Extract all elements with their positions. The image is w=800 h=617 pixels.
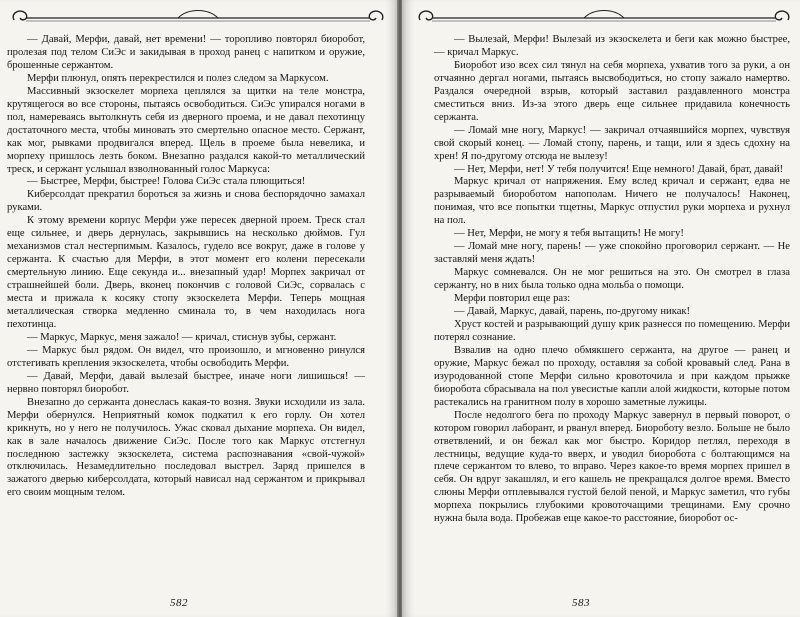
- paragraph: К этому времени корпус Мерфи уже пересек дверной проем. Треск стал еще сильнее, и дверь дернулась, закрывшись на несколько дюймов. Гул механизмов стал нестерпимым. Казалось, гудело все вокруг, даже в голове у сержанта. К счастью для Мерфи, в этот момент его колени пересекали смертельную линию. Еще секунда и... внезапный удар! Морпех закричал от страшнейшей боли. Дверь, вконец покончив с головой СиЭс, сорвалась с места и прижала к косяку стопу экзоскелета Мерфи. Теперь мощная металлическая створка медленно сминала то, в чем находилась нога пехотинца.: [7, 215, 365, 330]
- page-number: 582: [170, 597, 188, 609]
- header-ornament: [8, 6, 388, 28]
- paragraph: — Маркус, Маркус, меня зажало! — кричал, стиснув зубы, сержант.: [27, 331, 337, 343]
- paragraph: Взвалив на одно плечо обмякшего сержанта, на другое — ранец и оружие, Маркус бежал по проходу, оставляя за собой кровавый след. Рана в изуродованной стопе Мерфи сильно кровоточила и при каждом прыжке биоробота сбрасывала на пол увесистые капли алой жидкости, которые потом растекались на гранитном полу в хорошо заметные лужицы.: [434, 344, 790, 408]
- paragraph: Мерфи плюнул, опять перекрестился и полез следом за Маркусом.: [27, 72, 329, 84]
- right-page-text: [434, 34, 790, 526]
- paragraph: — Вылезай, Мерфи! Вылезай из экзоскелета и беги как можно быстрее, — кричал Маркус.: [434, 34, 790, 58]
- paragraph: Хруст костей и разрывающий душу крик разнесся по помещению. Мерфи потерял сознание.: [434, 318, 790, 343]
- paragraph: После недолгого бега по проходу Маркус завернул в первый поворот, о котором говорил лаборант, и рванул вперед. Биороботу везло. Больше не было ответвлений, и он бежал как мог быстро. Коридор петлял, переходя в лестницы, ведущие куда-то вверх, и уводил биоробота с болтающимся на плече сержантом то влево, то вправо. Через какое-то время морпех пришел в себя. Он вдруг закашлял, и его кашель не прекращался долгое время. Вместо слюны Мерфи отплевывался густой белой пеной, и Маркус заметил, что губы морпеха покрылись глубокими кровоточащими трещинами. Ему срочно нужна была вода. Пробежав еще какое-то расстояние, биоробот ос-: [434, 409, 790, 525]
- paragraph: Биоробот изо всех сил тянул на себя морпеха, ухватив того за руки, а он отчаянно дергал ногами, пытаясь высвободиться, но стопу зажало намертво. Раздался очередной взрыв, который заставил раздавленного монстра сместиться вниз. Из-за этого дверь еще сильнее придавила конечность сержанта.: [434, 59, 790, 123]
- paragraph: — Нет, Мерфи, не могу я тебя вытащить! Не могу!: [454, 228, 684, 240]
- paragraph: Внезапно до сержанта донеслась какая-то возня. Звуки исходили из зала. Мерфи обернулся. Неприятный комок подкатил к его горлу. Он хотел крикнуть, но у него не получилось. Ужас сковал дыхание морпеха. Он видел, как в зале началось движение СиЭс. После того как Маркус отстегнул последнюю застежку экзоскелета, система распознавания «свой-чужой» отключилась. Незамедлительно последовал выстрел. Заряд пришелся в зажатого дверью киберсолдата, который нависал над сержантом и прикрывал его своим мощным телом.: [7, 396, 365, 499]
- left-page: [0, 0, 398, 617]
- paragraph: Мерфи повторил еще раз:: [454, 293, 571, 305]
- left-page-text: [7, 34, 365, 500]
- paragraph: — Нет, Мерфи, нет! У тебя получится! Еще немного! Давай, брат, давай!: [454, 163, 784, 175]
- paragraph: — Давай, Мерфи, давай, нет времени! — торопливо повторял биоробот, пролезая под телом СиЭс и закидывая в проход ранец с напитком и оружие, брошенные сержантом.: [7, 34, 365, 71]
- paragraph: Киберсолдат прекратил бороться за жизнь и снова беспорядочно замахал руками.: [7, 189, 365, 214]
- paragraph: Массивный экзоскелет морпеха цеплялся за щитки на теле монстра, крутящегося во все стороны, пытаясь освободиться. СиЭс упирался ногами в пол, намереваясь вытолкнуть себя из дверного проема, и не давал пехотинцу достаточного места, чтобы миновать это смертельно опасное место. Сержант, как мог, рывками продвигался вперед. Щель в проеме была невелика, и морпеху пришлось лезть боком. Внезапно раздался какой-то металлический треск, и сержант услышал взволнованный голос Маркуса:: [7, 85, 365, 175]
- paragraph: Маркус сомневался. Он не мог решиться на это. Он смотрел в глаза сержанту, но в них была только одна мольба о помощи.: [434, 267, 790, 292]
- right-page: [402, 0, 800, 617]
- paragraph: — Давай, Маркус, давай, парень, по-другому никак!: [454, 306, 691, 318]
- paragraph: — Маркус был рядом. Он видел, что произошло, и мгновенно ринулся отстегивать крепления экзоскелета, чтобы освободить Мерфи.: [7, 344, 365, 369]
- paragraph: — Давай, Мерфи, давай вылезай быстрее, иначе ноги лишишься! — нервно повторял биоробот.: [7, 370, 365, 395]
- paragraph: — Ломай мне ногу, парень! — уже спокойно проговорил сержант. — Не заставляй меня ждать!: [434, 241, 790, 266]
- header-ornament: [414, 6, 794, 28]
- paragraph: Маркус кричал от напряжения. Ему вслед кричал и сержант, едва не разрываемый биороботом напополам. Ничего не получалось! Наконец, понимая, что все попытки тщетны, Маркус отпустил руки морпеха и рухнул на пол.: [434, 176, 790, 227]
- page-number: 583: [572, 597, 590, 609]
- paragraph: — Быстрее, Мерфи, быстрее! Голова СиЭс стала плющиться!: [27, 176, 306, 188]
- paragraph: — Ломай мне ногу, Маркус! — закричал отчаявшийся морпех, чувствуя свой скорый конец. — Ломай стопу, парень, и тащи, или я здесь сдохну на хрен! Я по-другому отсюда не вылезу!: [434, 124, 790, 162]
